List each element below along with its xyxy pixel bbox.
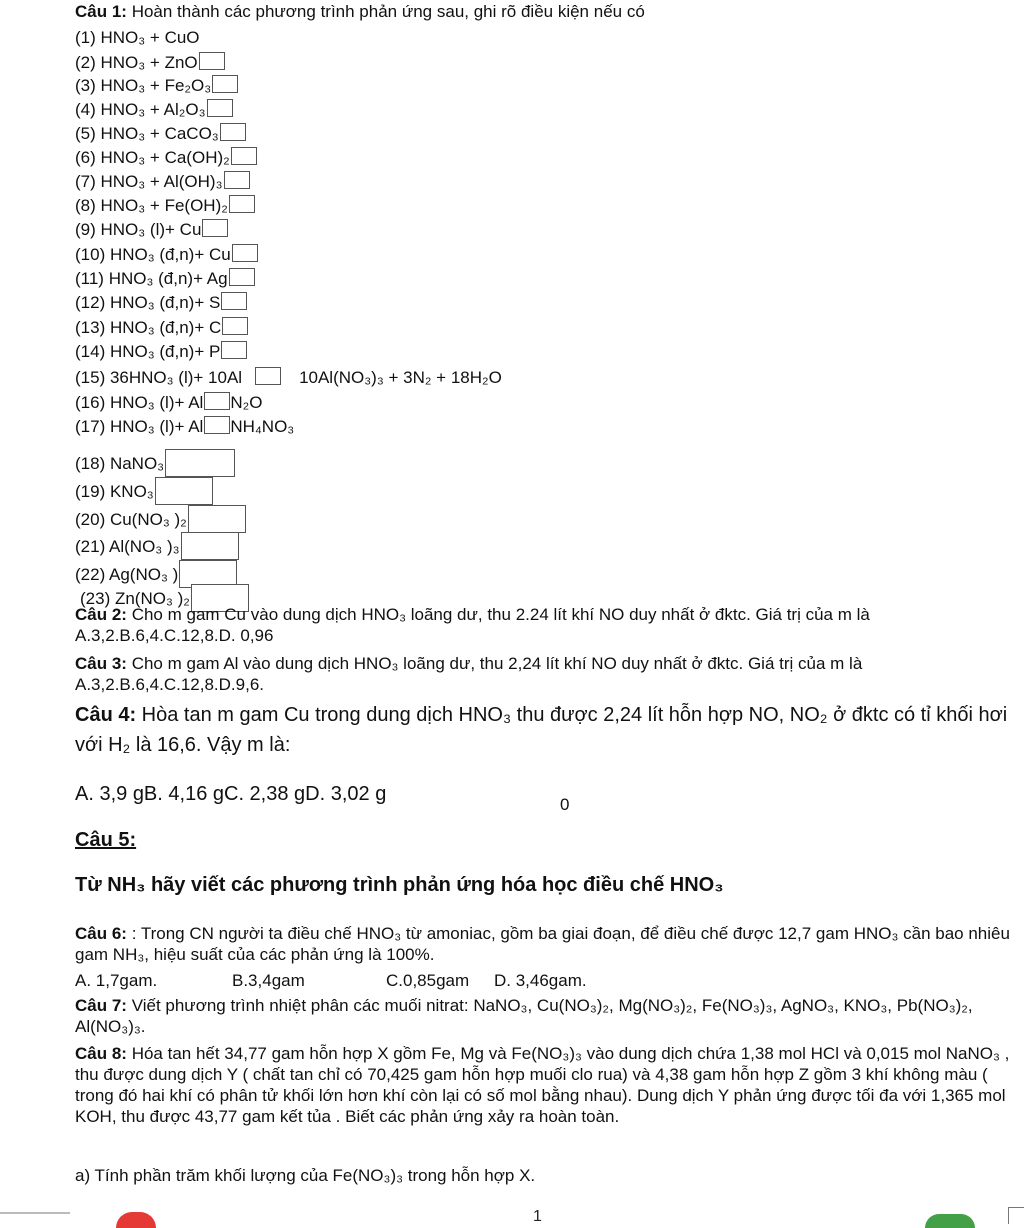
answer-box (229, 268, 255, 286)
q4-text: Hòa tan m gam Cu trong dung dịch HNO₃ thu được 2,24 lít hỗn hợp NO, NO₂ ở đktc có tỉ khối hơi với H₂ là 16,6. Vậy m là: (75, 704, 1008, 756)
answer-box (165, 449, 235, 477)
q3-text: Cho m gam Al vào dung dịch HNO₃ loãng dư, thu 2,24 lít khí NO duy nhất ở đktc. Giá trị của m là A.3,2.B.6,4.C.12,8.D.9,6. (75, 654, 863, 694)
answer-box (155, 477, 213, 505)
q8-text: Hóa tan hết 34,77 gam hỗn hợp X gồm Fe, Mg và Fe(NO₃)₃ vào dung dịch chứa 1,38 mol HCl và 0,015 mol NaNO₃ , thu được dung dịch Y ( chất tan chỉ có 70,425 gam hỗn hợp muối clo rua) và 4,38 gam hỗn hợp Z gồm 3 khí không màu ( trong đó hai khí có phân tử khối lớn hơn khí còn lại có số mol bằng nhau). Dung dịch Y phản ứng được tối đa với 1,365 mol KOH, thu được 43,77 gam kết tủa . Biết các phản ứng xảy ra hoàn toàn. (75, 1044, 1010, 1126)
q8-part-a: a) Tính phần trăm khối lượng của Fe(NO₃)₃ trong hỗn hợp X. (75, 1166, 536, 1185)
salt-21: (21) Al(NO₃ )₃ (75, 532, 239, 560)
reaction-6: (6) HNO₃ + Ca(OH)₂ (75, 147, 257, 168)
question-3 (75, 653, 1010, 695)
q6-options: A. 1,7gam. B.3,4gam C.0,85gam D. 3,46gam. (75, 971, 587, 990)
q6-title: Câu 6: (75, 924, 127, 943)
footer-red-shape (116, 1212, 156, 1228)
q1-text: Hoàn thành các phương trình phản ứng sau, ghi rõ điều kiện nếu có (126, 2, 645, 21)
salt-19: (19) KNO₃ (75, 477, 213, 505)
q5-title: Câu 5: (75, 829, 137, 851)
q7-title: Câu 7: (75, 996, 127, 1015)
reaction-2: (2) HNO₃ + ZnO (75, 52, 225, 73)
q4-options: A. 3,9 gB. 4,16 gC. 2,38 gD. 3,02 g (75, 783, 387, 805)
q1-heading (75, 2, 645, 22)
answer-box (221, 341, 247, 359)
reaction-4: (4) HNO₃ + Al₂O₃ (75, 99, 233, 120)
q3-title: Câu 3: (75, 654, 127, 673)
reaction-11: (11) HNO₃ (đ,n)+ Ag (75, 268, 255, 289)
reaction-10: (10) HNO₃ (đ,n)+ Cu (75, 244, 258, 265)
answer-box (229, 195, 255, 213)
q4-title: Câu 4: (75, 704, 137, 726)
reaction-12: (12) HNO₃ (đ,n)+ S (75, 292, 247, 313)
salt-23: (23) Zn(NO₃ )₂ (80, 584, 249, 612)
reaction-5: (5) HNO₃ + CaCO₃ (75, 123, 246, 144)
answer-box (188, 505, 246, 533)
salt-18: (18) NaNO₃ (75, 449, 235, 477)
q2-text: Cho m gam Cu vào dung dịch HNO₃ loãng dư, thu 2.24 lít khí NO duy nhất ở đktc. Giá trị của m là A.3,2.B.6,4.C.12,8.D. 0,96 (75, 605, 870, 645)
footer-green-shape (925, 1214, 975, 1228)
reaction-15: (15) 36HNO₃ (l)+ 10Al 10Al(NO₃)₃ + 3N₂ + 18H₂O (75, 368, 502, 387)
answer-box (255, 367, 281, 385)
q8-title: Câu 8: (75, 1044, 127, 1063)
answer-box (222, 317, 248, 335)
reaction-13: (13) HNO₃ (đ,n)+ C (75, 317, 248, 338)
reaction-14: (14) HNO₃ (đ,n)+ P (75, 341, 247, 362)
q7-text: Viết phương trình nhiệt phân các muối nitrat: NaNO₃, Cu(NO₃)₂, Mg(NO₃)₂, Fe(NO₃)₃, AgNO₃, KNO₃, Pb(NO₃)₂, Al(NO₃)₃. (75, 996, 973, 1036)
answer-box (224, 171, 250, 189)
reaction-7: (7) HNO₃ + Al(OH)₃ (75, 171, 250, 192)
answer-box (212, 75, 238, 93)
reaction-3: (3) HNO₃ + Fe₂O₃ (75, 75, 238, 96)
q5-text: Từ NH₃ hãy viết các phương trình phản ứng hóa học điều chế HNO₃ (75, 874, 724, 896)
answer-box (231, 147, 257, 165)
answer-box (181, 532, 239, 560)
footer-corner-box (1008, 1207, 1024, 1224)
reaction-17: (17) HNO₃ (l)+ Al NH₄NO₃ (75, 417, 295, 436)
salt-22: (22) Ag(NO₃ ) (75, 560, 237, 588)
footer-divider (0, 1212, 70, 1214)
answer-box (221, 292, 247, 310)
question-4 (75, 700, 1010, 760)
stray-mark: 0 (560, 795, 570, 814)
answer-box (207, 99, 233, 117)
reaction-16: (16) HNO₃ (l)+ Al N₂O (75, 393, 263, 412)
answer-box (220, 123, 246, 141)
q2-title: Câu 2: (75, 605, 127, 624)
answer-box (204, 392, 230, 410)
answer-box (202, 219, 228, 237)
question-8 (75, 1043, 1010, 1127)
reaction-8: (8) HNO₃ + Fe(OH)₂ (75, 195, 255, 216)
q1-title: Câu 1: (75, 2, 127, 21)
q6-text: : Trong CN người ta điều chế HNO₃ từ amoniac, gồm ba giai đoạn, để điều chế được 12,7 gam HNO₃ cần bao nhiêu gam NH₃, hiệu suất của các phản ứng là 100%. (75, 924, 1010, 964)
question-7 (75, 995, 1010, 1037)
answer-box (199, 52, 225, 70)
question-6 (75, 923, 1010, 965)
reaction-9: (9) HNO₃ (l)+ Cu (75, 219, 228, 240)
answer-box (204, 416, 230, 434)
page-number: 1 (533, 1208, 542, 1225)
answer-box (232, 244, 258, 262)
question-2 (75, 604, 1010, 646)
reaction-1: (1) HNO₃ + CuO (75, 28, 200, 47)
salt-20: (20) Cu(NO₃ )₂ (75, 505, 246, 533)
